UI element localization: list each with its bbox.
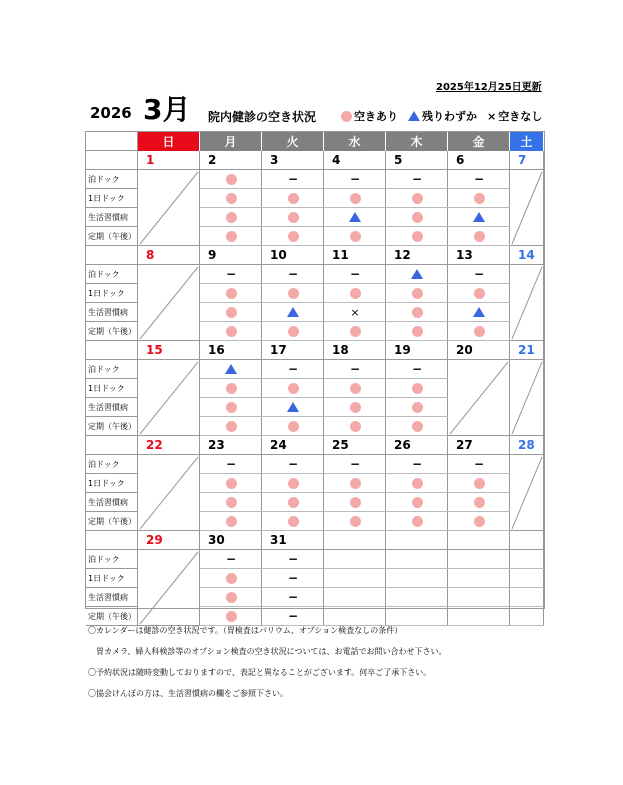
- slot: [262, 493, 324, 512]
- available-dot-icon: [350, 478, 361, 489]
- slot: [448, 227, 510, 246]
- slot: [448, 265, 510, 284]
- weekday-header: 土: [510, 132, 544, 151]
- day-number: 22: [138, 436, 200, 455]
- slot: [262, 474, 324, 493]
- legend-available: [341, 108, 398, 124]
- header-blank: [86, 132, 138, 151]
- slot: [200, 170, 262, 189]
- day-number: 28: [510, 436, 544, 455]
- slot: [200, 455, 262, 474]
- slot: [386, 265, 448, 284]
- closed-dash-icon: −: [225, 457, 237, 471]
- slot: [200, 588, 262, 607]
- year: 2026: [90, 104, 132, 122]
- empty-slot: [510, 607, 544, 626]
- slot: [448, 493, 510, 512]
- day-number: 25: [324, 436, 386, 455]
- row-label: 1日ドック: [86, 284, 138, 303]
- available-dot-icon: [412, 231, 423, 242]
- slot: [262, 550, 324, 569]
- slot: [262, 569, 324, 588]
- slot: [386, 398, 448, 417]
- available-dot-icon: [412, 478, 423, 489]
- note-line: 〇カレンダーは健診の空き状況です。（胃検査はバリウム、オプション検査なしの条件）: [88, 626, 403, 635]
- slot: [386, 322, 448, 341]
- available-dot-icon: [288, 231, 299, 242]
- available-dot-icon: [412, 288, 423, 299]
- slot: [262, 284, 324, 303]
- day-number: 12: [386, 246, 448, 265]
- slot: [324, 189, 386, 208]
- row-label: 1日ドック: [86, 569, 138, 588]
- slot: [262, 398, 324, 417]
- weekday-header: 木: [386, 132, 448, 151]
- empty-slot: [324, 588, 386, 607]
- available-dot-icon: [226, 212, 237, 223]
- few-triangle-icon: [473, 212, 485, 222]
- closed-dash-icon: −: [349, 457, 361, 471]
- note-line: 〇予約状況は随時変動しておりますので、表記と異なることがございます。何卒ご了承下さい。: [88, 668, 432, 677]
- few-triangle-icon: [225, 364, 237, 374]
- slot: [386, 455, 448, 474]
- slot: [200, 227, 262, 246]
- day-number: 30: [200, 531, 262, 550]
- notes: [88, 620, 446, 704]
- slot: [262, 208, 324, 227]
- row-label: 生活習慣病: [86, 588, 138, 607]
- none-cross-icon: ×: [350, 305, 360, 319]
- row-label: 定期（午後）: [86, 512, 138, 531]
- updated-date: 2025年12月25日更新: [436, 82, 542, 93]
- day-number: 9: [200, 246, 262, 265]
- slot: [262, 512, 324, 531]
- closed-dash-icon: −: [349, 267, 361, 281]
- closed-dash-icon: −: [473, 172, 485, 186]
- available-dot-icon: [412, 402, 423, 413]
- closed-dash-icon: −: [287, 552, 299, 566]
- available-dot-icon: [288, 478, 299, 489]
- diagonal-line: [512, 457, 542, 529]
- empty-slot: [324, 550, 386, 569]
- available-dot-icon: [226, 288, 237, 299]
- slot: [386, 227, 448, 246]
- closed-dash-icon: −: [411, 172, 423, 186]
- slot: [386, 474, 448, 493]
- slot: [200, 379, 262, 398]
- day-number: 26: [386, 436, 448, 455]
- weekday-header: 火: [262, 132, 324, 151]
- diagonal-line: [140, 172, 198, 244]
- available-dot-icon: [350, 231, 361, 242]
- availability-calendar: [85, 131, 545, 623]
- weekday-header: 日: [138, 132, 200, 151]
- day-number: [448, 531, 510, 550]
- week-label-blank: [86, 531, 138, 550]
- few-triangle-icon: [287, 307, 299, 317]
- slot: [386, 512, 448, 531]
- day-number: 13: [448, 246, 510, 265]
- row-label: 泊ドック: [86, 360, 138, 379]
- diagonal-line: [140, 457, 198, 529]
- slot: [448, 512, 510, 531]
- day-number: 16: [200, 341, 262, 360]
- week-label-blank: [86, 151, 138, 170]
- slot: [200, 322, 262, 341]
- slot: [324, 379, 386, 398]
- day-number: [510, 531, 544, 550]
- available-dot-icon: [350, 288, 361, 299]
- available-dot-icon: [288, 383, 299, 394]
- available-dot-icon: [412, 421, 423, 432]
- available-dot-icon: [412, 497, 423, 508]
- empty-slot: [324, 569, 386, 588]
- slot: [262, 170, 324, 189]
- available-dot-icon: [288, 421, 299, 432]
- available-dot-icon: [412, 516, 423, 527]
- available-dot-icon: [226, 231, 237, 242]
- closed-dash-icon: −: [225, 552, 237, 566]
- closed-diagonal: [510, 265, 544, 341]
- day-number: 3: [262, 151, 324, 170]
- few-triangle-icon: [411, 269, 423, 279]
- empty-slot: [448, 607, 510, 626]
- closed-dash-icon: −: [473, 457, 485, 471]
- slot: [386, 303, 448, 322]
- day-number: 23: [200, 436, 262, 455]
- legend-few-label: 残りわずか: [422, 110, 477, 123]
- weekday-header: 水: [324, 132, 386, 151]
- slot: [448, 208, 510, 227]
- available-dot-icon: [412, 326, 423, 337]
- day-number: 19: [386, 341, 448, 360]
- closed-dash-icon: −: [287, 267, 299, 281]
- row-label: 定期（午後）: [86, 417, 138, 436]
- slot: [386, 417, 448, 436]
- slot: [324, 417, 386, 436]
- day-number: 27: [448, 436, 510, 455]
- slot: [324, 303, 386, 322]
- available-dot-icon: [226, 497, 237, 508]
- slot: [200, 265, 262, 284]
- slot: [448, 455, 510, 474]
- slot: [324, 208, 386, 227]
- week-label-blank: [86, 246, 138, 265]
- diagonal-line: [512, 172, 542, 244]
- day-number: 29: [138, 531, 200, 550]
- slot: [200, 208, 262, 227]
- available-dot-icon: [288, 193, 299, 204]
- empty-slot: [386, 588, 448, 607]
- slot: [448, 189, 510, 208]
- closed-dash-icon: −: [411, 457, 423, 471]
- available-dot-icon: [350, 497, 361, 508]
- diagonal-line: [450, 362, 508, 434]
- available-dot-icon: [350, 421, 361, 432]
- day-number: 21: [510, 341, 544, 360]
- closed-dash-icon: −: [349, 172, 361, 186]
- empty-slot: [386, 550, 448, 569]
- day-number: 15: [138, 341, 200, 360]
- slot: [262, 322, 324, 341]
- slot: [262, 455, 324, 474]
- day-number: [386, 531, 448, 550]
- day-number: 8: [138, 246, 200, 265]
- closed-dash-icon: −: [225, 267, 237, 281]
- slot: [262, 360, 324, 379]
- closed-dash-icon: −: [411, 362, 423, 376]
- day-number: 7: [510, 151, 544, 170]
- slot: [200, 398, 262, 417]
- available-dot-icon: [474, 516, 485, 527]
- row-label: 生活習慣病: [86, 208, 138, 227]
- closed-diagonal: [138, 550, 200, 626]
- closed-diagonal: [138, 170, 200, 246]
- available-dot-icon: [226, 573, 237, 584]
- row-label: 1日ドック: [86, 474, 138, 493]
- available-dot-icon: [350, 383, 361, 394]
- closed-dash-icon: −: [287, 590, 299, 604]
- diagonal-line: [512, 362, 542, 434]
- slot: [200, 189, 262, 208]
- legend: [341, 108, 552, 124]
- day-number: 24: [262, 436, 324, 455]
- diagonal-line: [512, 267, 542, 339]
- available-dot-icon: [226, 193, 237, 204]
- available-dot-icon: [412, 383, 423, 394]
- day-number: [324, 531, 386, 550]
- row-label: 1日ドック: [86, 379, 138, 398]
- empty-slot: [386, 569, 448, 588]
- slot: [448, 303, 510, 322]
- available-dot-icon: [474, 497, 485, 508]
- closed-diagonal: [510, 360, 544, 436]
- slot: [262, 189, 324, 208]
- few-triangle-icon: [473, 307, 485, 317]
- slot: [262, 303, 324, 322]
- slot: [324, 322, 386, 341]
- diagonal-line: [140, 267, 198, 339]
- slot: [324, 474, 386, 493]
- slot: [200, 284, 262, 303]
- available-dot-icon: [226, 326, 237, 337]
- week-label-blank: [86, 341, 138, 360]
- slot: [200, 493, 262, 512]
- note-line: 胃カメラ、婦人科検診等のオプション検査の空き状況については、お電話でお問い合わせ下さい。: [88, 647, 447, 656]
- slot: [324, 398, 386, 417]
- available-dot-icon: [226, 592, 237, 603]
- available-dot-icon: [226, 516, 237, 527]
- available-dot-icon: [474, 193, 485, 204]
- slot: [200, 417, 262, 436]
- slot: [386, 360, 448, 379]
- closed-diagonal: [138, 455, 200, 531]
- slot: [200, 474, 262, 493]
- closed-dash-icon: −: [287, 362, 299, 376]
- available-dot-icon: [226, 421, 237, 432]
- row-label: 生活習慣病: [86, 398, 138, 417]
- closed-diagonal: [448, 360, 510, 436]
- available-dot-icon: [288, 516, 299, 527]
- available-dot-icon: [474, 478, 485, 489]
- slot: [386, 170, 448, 189]
- available-dot-icon: [226, 174, 237, 185]
- diagonal-line: [140, 362, 198, 434]
- legend-none: [487, 108, 542, 124]
- closed-dash-icon: −: [287, 172, 299, 186]
- available-dot-icon: [350, 516, 361, 527]
- slot: [200, 360, 262, 379]
- day-number: 1: [138, 151, 200, 170]
- closed-diagonal: [138, 265, 200, 341]
- few-triangle-icon: [408, 111, 420, 121]
- none-cross-icon: ×: [487, 109, 497, 123]
- empty-slot: [510, 588, 544, 607]
- slot: [324, 455, 386, 474]
- available-dot-icon: [226, 478, 237, 489]
- diagonal-line: [140, 552, 198, 624]
- week-label-blank: [86, 436, 138, 455]
- row-label: 泊ドック: [86, 550, 138, 569]
- slot: [262, 417, 324, 436]
- slot: [200, 303, 262, 322]
- slot: [448, 170, 510, 189]
- closed-dash-icon: −: [287, 609, 299, 623]
- row-label: 泊ドック: [86, 170, 138, 189]
- available-dot-icon: [412, 307, 423, 318]
- row-label: 定期（午後）: [86, 607, 138, 626]
- slot: [262, 265, 324, 284]
- day-number: 17: [262, 341, 324, 360]
- available-dot-icon: [288, 288, 299, 299]
- page-title: 院内健診の空き状況: [208, 110, 317, 124]
- empty-slot: [448, 588, 510, 607]
- empty-slot: [510, 569, 544, 588]
- row-label: 定期（午後）: [86, 322, 138, 341]
- available-dot-icon: [226, 307, 237, 318]
- closed-diagonal: [510, 455, 544, 531]
- day-number: 20: [448, 341, 510, 360]
- available-dot-icon: [474, 288, 485, 299]
- row-label: 泊ドック: [86, 265, 138, 284]
- slot: [448, 322, 510, 341]
- available-dot-icon: [350, 326, 361, 337]
- weekday-header: 月: [200, 132, 262, 151]
- weekday-header: 金: [448, 132, 510, 151]
- slot: [200, 512, 262, 531]
- empty-slot: [510, 550, 544, 569]
- day-number: 14: [510, 246, 544, 265]
- note-line: 〇協会けんぽの方は、生活習慣病の欄をご参照下さい。: [88, 689, 288, 698]
- slot: [262, 227, 324, 246]
- available-dot-icon: [226, 383, 237, 394]
- day-number: 10: [262, 246, 324, 265]
- closed-dash-icon: −: [473, 267, 485, 281]
- slot: [324, 360, 386, 379]
- slot: [448, 474, 510, 493]
- day-number: 4: [324, 151, 386, 170]
- day-number: 11: [324, 246, 386, 265]
- available-dot-icon: [288, 212, 299, 223]
- available-dot-icon: [288, 326, 299, 337]
- row-label: 定期（午後）: [86, 227, 138, 246]
- month: 3月: [143, 93, 191, 126]
- slot: [200, 550, 262, 569]
- closed-diagonal: [510, 170, 544, 246]
- closed-dash-icon: −: [287, 457, 299, 471]
- available-dot-icon: [350, 402, 361, 413]
- closed-dash-icon: −: [287, 571, 299, 585]
- slot: [386, 379, 448, 398]
- slot: [324, 170, 386, 189]
- available-dot-icon: [288, 497, 299, 508]
- day-number: 18: [324, 341, 386, 360]
- slot: [324, 265, 386, 284]
- slot: [386, 189, 448, 208]
- available-dot-icon: [474, 231, 485, 242]
- slot: [324, 512, 386, 531]
- empty-slot: [448, 550, 510, 569]
- empty-slot: [448, 569, 510, 588]
- slot: [386, 208, 448, 227]
- slot: [200, 569, 262, 588]
- available-dot-icon: [226, 402, 237, 413]
- row-label: 1日ドック: [86, 189, 138, 208]
- slot: [386, 493, 448, 512]
- row-label: 生活習慣病: [86, 303, 138, 322]
- day-number: 5: [386, 151, 448, 170]
- slot: [324, 284, 386, 303]
- slot: [262, 379, 324, 398]
- slot: [386, 284, 448, 303]
- slot: [324, 493, 386, 512]
- day-number: 31: [262, 531, 324, 550]
- day-number: 6: [448, 151, 510, 170]
- row-label: 生活習慣病: [86, 493, 138, 512]
- available-dot-icon: [341, 111, 352, 122]
- closed-dash-icon: −: [349, 362, 361, 376]
- available-dot-icon: [412, 193, 423, 204]
- legend-few: [408, 108, 477, 124]
- closed-diagonal: [138, 360, 200, 436]
- slot: [448, 284, 510, 303]
- row-label: 泊ドック: [86, 455, 138, 474]
- day-number: 2: [200, 151, 262, 170]
- few-triangle-icon: [287, 402, 299, 412]
- available-dot-icon: [412, 212, 423, 223]
- legend-none-label: 空きなし: [498, 110, 543, 123]
- slot: [324, 227, 386, 246]
- few-triangle-icon: [349, 212, 361, 222]
- legend-available-label: 空きあり: [354, 110, 398, 123]
- available-dot-icon: [350, 193, 361, 204]
- available-dot-icon: [474, 326, 485, 337]
- slot: [262, 588, 324, 607]
